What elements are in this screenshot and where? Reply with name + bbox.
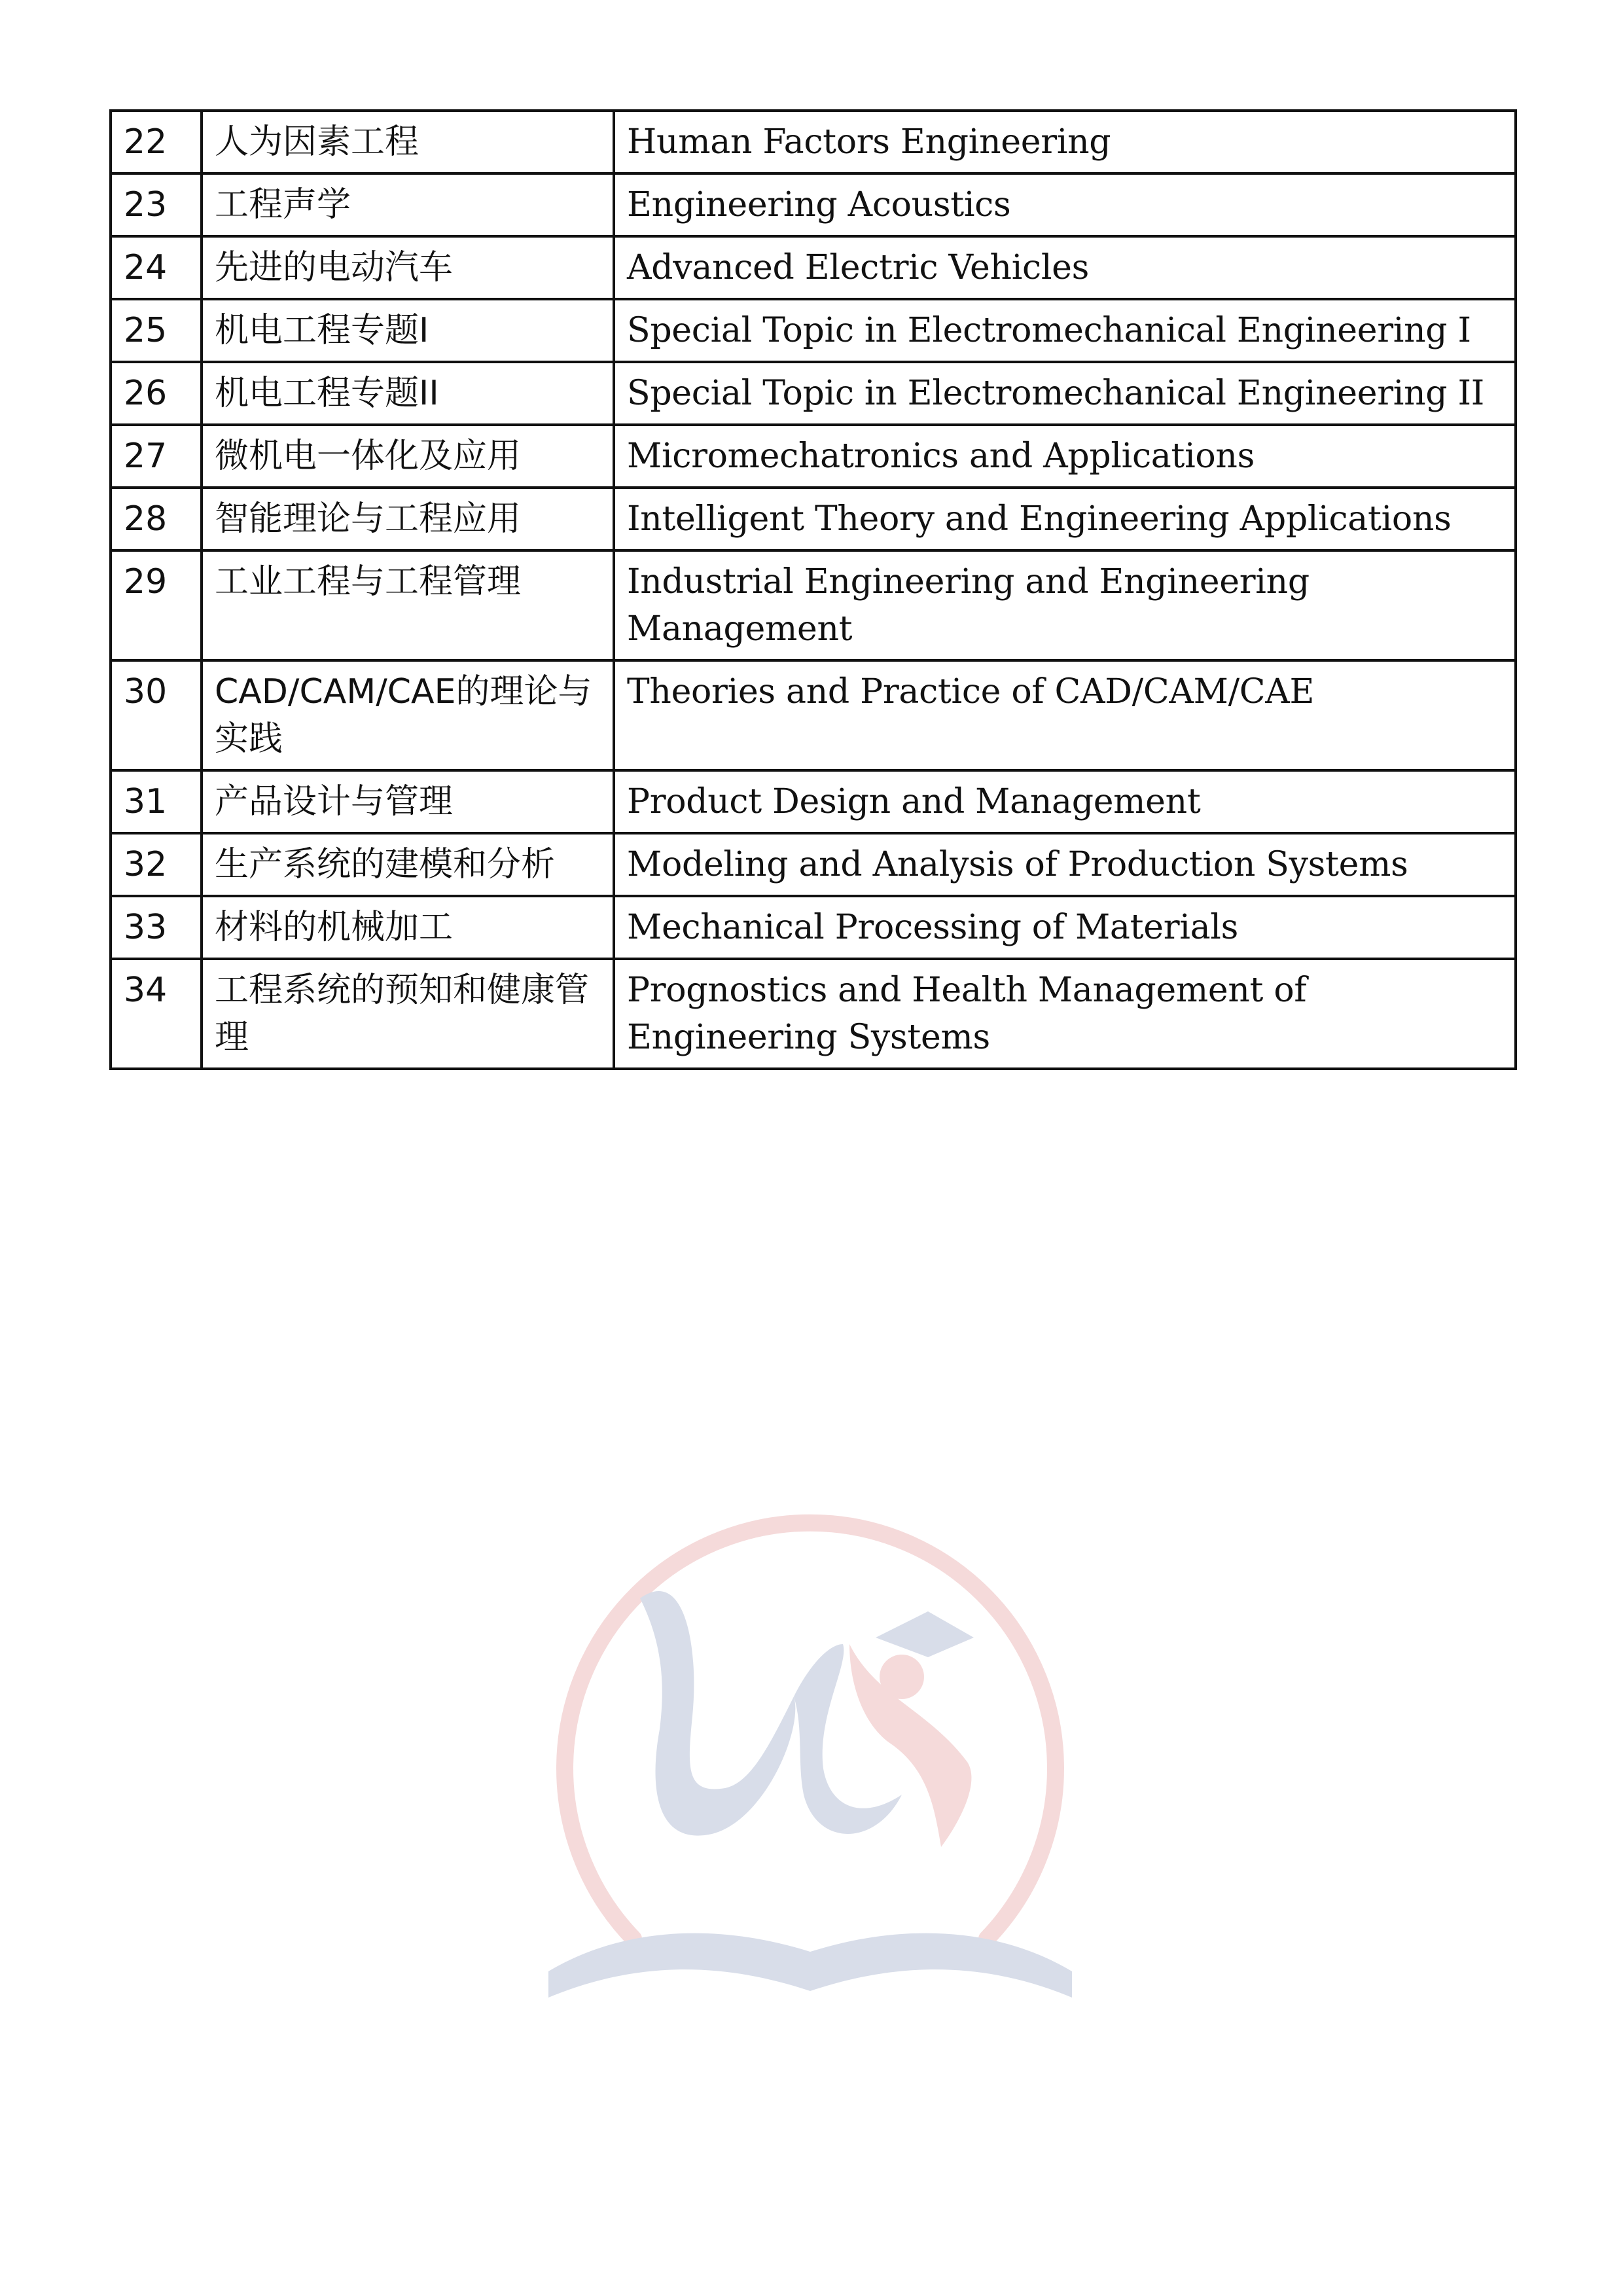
table-row [111, 236, 1516, 299]
logo-letter-left [640, 1591, 795, 1836]
course-english-name: Theories and Practice of CAD/CAM/CAE [614, 660, 1516, 770]
course-number: 25 [111, 299, 202, 362]
course-number: 34 [111, 959, 202, 1069]
course-number: 32 [111, 833, 202, 896]
course-english-name: Human Factors Engineering [614, 111, 1516, 173]
course-number: 29 [111, 550, 202, 660]
table-row [111, 896, 1516, 959]
table-row [111, 362, 1516, 425]
course-chinese-name: CAD/CAM/CAE的理论与实践 [202, 660, 614, 770]
course-number: 24 [111, 236, 202, 299]
table-row [111, 111, 1516, 173]
course-chinese-name: 微机电一体化及应用 [202, 425, 614, 488]
course-chinese-name: 工程系统的预知和健康管理 [202, 959, 614, 1069]
course-chinese-name: 工程声学 [202, 173, 614, 236]
table-row [111, 660, 1516, 770]
table-row [111, 299, 1516, 362]
course-number: 27 [111, 425, 202, 488]
course-english-name: Special Topic in Electromechanical Engineering I [614, 299, 1516, 362]
table-row [111, 425, 1516, 488]
table-row [111, 959, 1516, 1069]
course-english-name: Prognostics and Health Management of Engineering Systems [614, 959, 1516, 1069]
table-row [111, 770, 1516, 833]
course-number: 33 [111, 896, 202, 959]
course-number: 26 [111, 362, 202, 425]
course-number: 30 [111, 660, 202, 770]
course-number: 22 [111, 111, 202, 173]
course-english-name: Engineering Acoustics [614, 173, 1516, 236]
course-chinese-name: 智能理论与工程应用 [202, 488, 614, 550]
logo-book-right [810, 1933, 1072, 1998]
course-english-name: Micromechatronics and Applications [614, 425, 1516, 488]
graduate-book-logo-icon [535, 1480, 1085, 2024]
course-chinese-name: 人为因素工程 [202, 111, 614, 173]
table-row [111, 833, 1516, 896]
course-chinese-name: 生产系统的建模和分析 [202, 833, 614, 896]
course-english-name: Industrial Engineering and Engineering Management [614, 550, 1516, 660]
course-chinese-name: 机电工程专题II [202, 362, 614, 425]
course-number: 23 [111, 173, 202, 236]
table-row [111, 488, 1516, 550]
course-table [109, 109, 1517, 1070]
course-chinese-name: 先进的电动汽车 [202, 236, 614, 299]
course-table-body [111, 111, 1516, 1069]
course-english-name: Intelligent Theory and Engineering Applications [614, 488, 1516, 550]
logo-book-left [548, 1933, 810, 1998]
course-english-name: Product Design and Management [614, 770, 1516, 833]
course-chinese-name: 材料的机械加工 [202, 896, 614, 959]
course-chinese-name: 工业工程与工程管理 [202, 550, 614, 660]
course-english-name: Mechanical Processing of Materials [614, 896, 1516, 959]
table-row [111, 173, 1516, 236]
logo-graduation-cap [876, 1611, 974, 1657]
course-number: 31 [111, 770, 202, 833]
course-chinese-name: 产品设计与管理 [202, 770, 614, 833]
course-chinese-name: 机电工程专题I [202, 299, 614, 362]
course-english-name: Special Topic in Electromechanical Engineering II [614, 362, 1516, 425]
course-english-name: Modeling and Analysis of Production Systems [614, 833, 1516, 896]
course-number: 28 [111, 488, 202, 550]
table-row [111, 550, 1516, 660]
course-english-name: Advanced Electric Vehicles [614, 236, 1516, 299]
